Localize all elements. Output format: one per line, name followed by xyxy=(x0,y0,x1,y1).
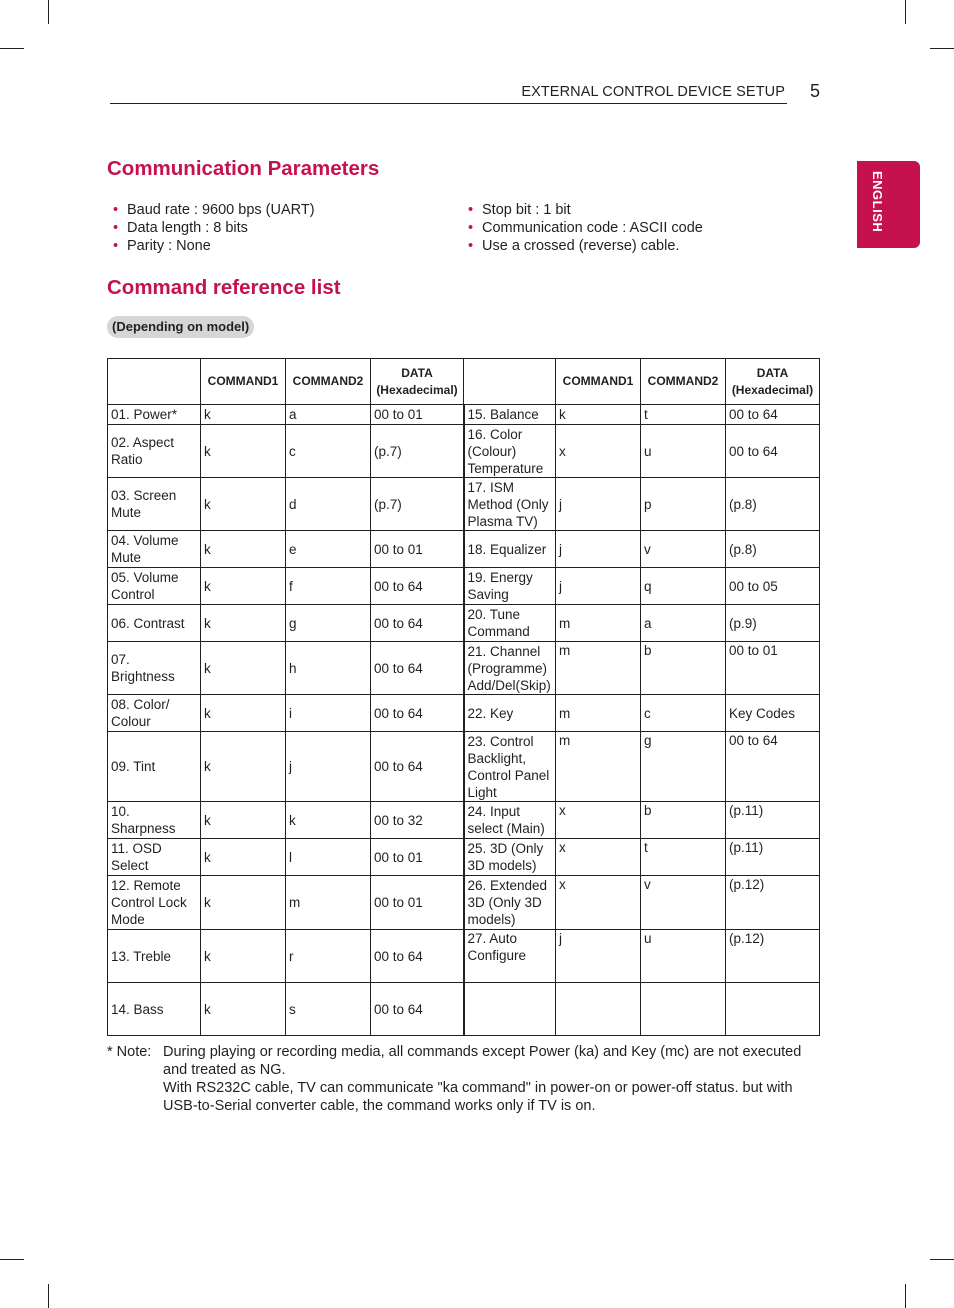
command1-cell: x xyxy=(556,839,641,876)
data-cell: (p.7) xyxy=(371,425,464,478)
command1-cell: k xyxy=(201,695,286,732)
command1-cell: k xyxy=(201,425,286,478)
command-table xyxy=(107,358,820,1036)
command2-cell: c xyxy=(286,425,371,478)
command2-cell: b xyxy=(641,802,726,839)
crop-mark xyxy=(0,48,24,49)
command2-cell: c xyxy=(641,695,726,732)
command2-cell: s xyxy=(286,983,371,1036)
header-command1: COMMAND1 xyxy=(556,359,641,405)
data-cell: Key Codes xyxy=(726,695,820,732)
command2-cell: h xyxy=(286,642,371,695)
command1-cell: j xyxy=(556,568,641,605)
table-row xyxy=(108,983,820,1036)
running-header: EXTERNAL CONTROL DEVICE SETUP xyxy=(521,84,785,100)
function-cell: 24. Input select (Main) xyxy=(464,802,556,839)
header-data-line1: DATA xyxy=(401,365,433,380)
command2-cell: u xyxy=(641,425,726,478)
list-item: • Data length : 8 bits xyxy=(113,219,315,237)
header-cell-blank xyxy=(108,359,201,405)
function-cell: 03. Screen Mute xyxy=(108,478,201,531)
command2-cell: p xyxy=(641,478,726,531)
table-row xyxy=(108,876,820,930)
data-cell: 00 to 32 xyxy=(371,802,464,839)
header-command2: COMMAND2 xyxy=(641,359,726,405)
function-cell: 19. Energy Saving xyxy=(464,568,556,605)
function-cell: 06. Contrast xyxy=(108,605,201,642)
command2-cell: g xyxy=(641,732,726,802)
crop-mark xyxy=(48,0,49,24)
table-row xyxy=(108,642,820,695)
model-note-badge: (Depending on model) xyxy=(107,316,254,338)
header-rule xyxy=(110,103,787,104)
data-cell: (p.8) xyxy=(726,531,820,568)
header-data xyxy=(371,359,464,405)
communication-parameters-heading: Communication Parameters xyxy=(107,157,380,180)
table-row xyxy=(108,839,820,876)
data-cell: 00 to 64 xyxy=(371,732,464,802)
table-row xyxy=(108,568,820,605)
crop-mark xyxy=(0,1259,24,1260)
function-cell: 20. Tune Command xyxy=(464,605,556,642)
data-cell: (p.12) xyxy=(726,930,820,983)
command2-cell: i xyxy=(286,695,371,732)
header-command2: COMMAND2 xyxy=(286,359,371,405)
command2-cell: d xyxy=(286,478,371,531)
parameter-list-right xyxy=(468,201,703,255)
function-cell: 15. Balance xyxy=(464,405,556,425)
table-row xyxy=(108,802,820,839)
function-cell: 16. Color (Colour) Temperature xyxy=(464,425,556,478)
command1-cell: j xyxy=(556,531,641,568)
command2-cell: q xyxy=(641,568,726,605)
command2-cell: g xyxy=(286,605,371,642)
command1-cell: k xyxy=(201,405,286,425)
command2-cell: a xyxy=(286,405,371,425)
data-cell: 00 to 64 xyxy=(371,983,464,1036)
table-row xyxy=(108,605,820,642)
header-data-line2: (Hexadecimal) xyxy=(731,382,814,397)
command1-cell: k xyxy=(201,478,286,531)
command2-cell: f xyxy=(286,568,371,605)
header-data-line2: (Hexadecimal) xyxy=(376,382,458,397)
header-command1: COMMAND1 xyxy=(201,359,286,405)
data-cell: 00 to 01 xyxy=(726,642,820,695)
header-data-line1: DATA xyxy=(756,365,789,380)
command1-cell: x xyxy=(556,802,641,839)
command1-cell: k xyxy=(556,405,641,425)
function-cell: 11. OSD Select xyxy=(108,839,201,876)
table-row xyxy=(108,478,820,531)
crop-mark xyxy=(905,0,906,24)
data-cell: 00 to 64 xyxy=(371,642,464,695)
crop-mark xyxy=(48,1284,49,1308)
command1-cell: k xyxy=(201,876,286,930)
list-item: • Baud rate : 9600 bps (UART) xyxy=(113,201,315,219)
command1-cell: k xyxy=(201,531,286,568)
function-cell xyxy=(464,983,556,1036)
command1-cell: k xyxy=(201,983,286,1036)
function-cell: 27. Auto Configure xyxy=(464,930,556,983)
crop-mark xyxy=(930,1259,954,1260)
command1-cell: k xyxy=(201,732,286,802)
data-cell: 00 to 64 xyxy=(371,930,464,983)
table-row xyxy=(108,425,820,478)
function-cell: 26. Extended 3D (Only 3D models) xyxy=(464,876,556,930)
command2-cell: v xyxy=(641,876,726,930)
command2-cell: b xyxy=(641,642,726,695)
command1-cell: k xyxy=(201,605,286,642)
command2-cell: j xyxy=(286,732,371,802)
function-cell: 14. Bass xyxy=(108,983,201,1036)
function-cell: 02. Aspect Ratio xyxy=(108,425,201,478)
header-cell-blank xyxy=(464,359,556,405)
language-tab-label: ENGLISH xyxy=(870,171,885,233)
function-cell: 13. Treble xyxy=(108,930,201,983)
header-data xyxy=(726,359,820,405)
table-header-row xyxy=(108,359,820,405)
parameter-list-left xyxy=(113,201,315,255)
command2-cell: u xyxy=(641,930,726,983)
list-item: • Parity : None xyxy=(113,237,315,255)
command1-cell: j xyxy=(556,478,641,531)
command1-cell: k xyxy=(201,839,286,876)
command2-cell: a xyxy=(641,605,726,642)
function-cell: 18. Equalizer xyxy=(464,531,556,568)
function-cell: 07. Brightness xyxy=(108,642,201,695)
footnote-line: During playing or recording media, all commands except Power (ka) and Key (mc) are not executed and treated as NG. xyxy=(163,1044,802,1078)
command1-cell: k xyxy=(201,642,286,695)
command1-cell xyxy=(556,983,641,1036)
table-row xyxy=(108,930,820,983)
command2-cell xyxy=(641,983,726,1036)
data-cell: 00 to 64 xyxy=(371,568,464,605)
function-cell: 12. Remote Control Lock Mode xyxy=(108,876,201,930)
data-cell: (p.12) xyxy=(726,876,820,930)
footnote xyxy=(107,1043,819,1115)
command1-cell: k xyxy=(201,568,286,605)
function-cell: 09. Tint xyxy=(108,732,201,802)
command1-cell: k xyxy=(201,930,286,983)
function-cell: 05. Volume Control xyxy=(108,568,201,605)
list-item: • Use a crossed (reverse) cable. xyxy=(468,237,703,255)
function-cell: 10. Sharpness xyxy=(108,802,201,839)
command2-cell: k xyxy=(286,802,371,839)
data-cell: (p.11) xyxy=(726,802,820,839)
function-cell: 25. 3D (Only 3D models) xyxy=(464,839,556,876)
data-cell: 00 to 64 xyxy=(726,425,820,478)
function-cell: 04. Volume Mute xyxy=(108,531,201,568)
command1-cell: k xyxy=(201,802,286,839)
data-cell: 00 to 01 xyxy=(371,531,464,568)
command1-cell: m xyxy=(556,695,641,732)
table-row xyxy=(108,531,820,568)
data-cell: 00 to 05 xyxy=(726,568,820,605)
function-cell: 08. Color/ Colour xyxy=(108,695,201,732)
command2-cell: m xyxy=(286,876,371,930)
data-cell: 00 to 01 xyxy=(371,839,464,876)
data-cell: (p.9) xyxy=(726,605,820,642)
command2-cell: e xyxy=(286,531,371,568)
data-cell: 00 to 64 xyxy=(371,695,464,732)
command1-cell: m xyxy=(556,642,641,695)
data-cell: (p.8) xyxy=(726,478,820,531)
function-cell: 01. Power* xyxy=(108,405,201,425)
function-cell: 21. Channel (Programme) Add/Del(Skip) xyxy=(464,642,556,695)
command1-cell: m xyxy=(556,605,641,642)
command2-cell: t xyxy=(641,839,726,876)
data-cell xyxy=(726,983,820,1036)
data-cell: (p.7) xyxy=(371,478,464,531)
footnote-label: * Note: xyxy=(107,1044,152,1060)
command1-cell: j xyxy=(556,930,641,983)
command2-cell: l xyxy=(286,839,371,876)
command2-cell: v xyxy=(641,531,726,568)
command1-cell: x xyxy=(556,425,641,478)
crop-mark xyxy=(905,1284,906,1308)
page-number: 5 xyxy=(810,81,821,101)
command2-cell: r xyxy=(286,930,371,983)
table-row xyxy=(108,732,820,802)
command1-cell: m xyxy=(556,732,641,802)
function-cell: 17. ISM Method (Only Plasma TV) xyxy=(464,478,556,531)
data-cell: 00 to 01 xyxy=(371,405,464,425)
table-row xyxy=(108,405,820,425)
command-reference-heading: Command reference list xyxy=(107,276,341,299)
data-cell: 00 to 64 xyxy=(371,605,464,642)
language-tab xyxy=(857,161,920,248)
list-item: • Stop bit : 1 bit xyxy=(468,201,703,219)
command1-cell: x xyxy=(556,876,641,930)
function-cell: 22. Key xyxy=(464,695,556,732)
command2-cell: t xyxy=(641,405,726,425)
data-cell: 00 to 64 xyxy=(726,732,820,802)
data-cell: 00 to 64 xyxy=(726,405,820,425)
data-cell: 00 to 01 xyxy=(371,876,464,930)
footnote-line: With RS232C cable, TV can communicate "ka command" in power-on or power-off status. but with USB-to-Serial converter cable, the command works only if TV is on. xyxy=(163,1080,793,1114)
table-row xyxy=(108,695,820,732)
crop-mark xyxy=(930,48,954,49)
data-cell: (p.11) xyxy=(726,839,820,876)
function-cell: 23. Control Backlight, Control Panel Light xyxy=(464,732,556,802)
list-item: • Communication code : ASCII code xyxy=(468,219,703,237)
